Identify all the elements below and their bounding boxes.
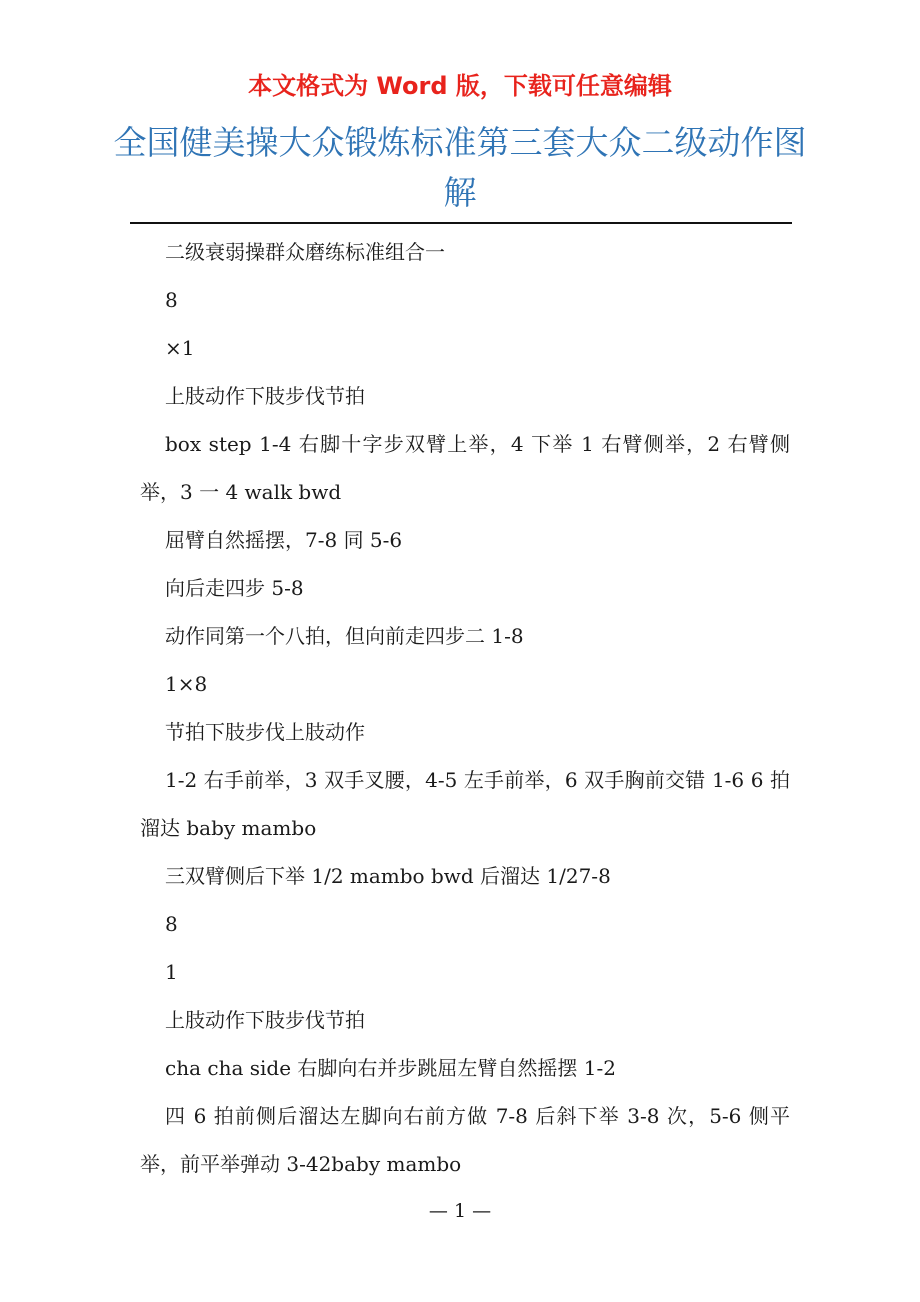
document-title: 全国健美操大众锻炼标准第三套大众二级动作图解 xyxy=(113,123,807,212)
paragraph: 8 xyxy=(165,912,178,936)
paragraph: 上肢动作下肢步伐节拍 xyxy=(165,384,365,408)
format-notice: 本文格式为 Word 版，下载可任意编辑 xyxy=(248,72,672,100)
paragraph: cha cha side 右脚向右并步跳屈左臂自然摇摆 1-2 xyxy=(165,1056,616,1080)
paragraph: 上肢动作下肢步伐节拍 xyxy=(165,1008,365,1032)
paragraph: 节拍下肢步伐上肢动作 xyxy=(165,720,365,744)
page-number: — 1 — xyxy=(428,1200,492,1222)
paragraph: 二级衰弱操群众磨练标准组合一 xyxy=(165,240,445,264)
paragraph: 1-2 右手前举，3 双手叉腰，4-5 左手前举，6 双手胸前交错 1-6 6 拍溜达 baby mambo xyxy=(140,768,790,840)
paragraph: 8 xyxy=(165,288,178,312)
paragraph: 1×8 xyxy=(165,672,208,696)
paragraph: box step 1-4 右脚十字步双臂上举，4 下举 1 右臂侧举，2 右臂侧举，3 一 4 walk bwd xyxy=(140,432,790,504)
title-divider xyxy=(130,222,792,224)
paragraph: 四 6 拍前侧后溜达左脚向右前方做 7-8 后斜下举 3-8 次，5-6 侧平举，前平举弹动 3-42baby mambo xyxy=(140,1104,790,1176)
paragraph: ×1 xyxy=(165,336,195,360)
paragraph: 三双臂侧后下举 1/2 mambo bwd 后溜达 1/27-8 xyxy=(165,864,611,888)
paragraph: 动作同第一个八拍，但向前走四步二 1-8 xyxy=(165,624,524,648)
paragraph: 屈臂自然摇摆，7-8 同 5-6 xyxy=(165,528,403,552)
paragraph: 向后走四步 5-8 xyxy=(165,576,304,600)
document-body xyxy=(140,228,790,1188)
paragraph: 1 xyxy=(165,960,178,984)
